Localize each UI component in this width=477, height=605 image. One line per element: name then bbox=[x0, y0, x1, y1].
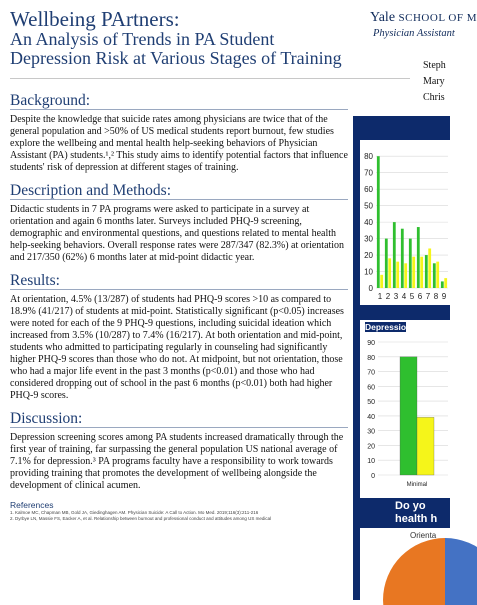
y-tick-label: 50 bbox=[364, 201, 373, 211]
phq9-items-chart bbox=[360, 140, 450, 305]
x-tick-label: 9 bbox=[441, 292, 447, 301]
x-tick-label: 4 bbox=[401, 292, 407, 301]
x-tick-label: 2 bbox=[385, 292, 391, 301]
results-section bbox=[10, 272, 348, 402]
results-text: At orientation, 4.5% (13/287) of students had PHQ-9 scores >10 as compared to 18.9% (41/217) of students at mid-point. Statistically significant (p<0.05) increases were noted for each of the 9 PHQ-9 questions, including suicidal ideation which increased from 3.5% (10/287) to 7.4% (16/217). At both orientation and mid-point, students who admitted to participating regularly in counseling had significantly higher PHQ-9 scores than those who do not. At midpoint, but not orientation, those who had a major life event in the past 3 months (p<0.01) and those who had considered dropping out of school in the past 6 months (p<0.01) both had higher PHQ-9 scores. bbox=[10, 294, 344, 401]
bar bbox=[404, 263, 407, 288]
methods-text: Didactic students in 7 PA programs were asked to participate in a survey at orientation and again 6 months later. Surveys included PHQ-9 screening, demographic and environmental questions, and questions related to mental health help-seeking behaviors. Overall response rates were 287/347 (82.3%) at orientation and 217/350 (62%) 6 months later at mid-point didactic year. bbox=[10, 204, 345, 263]
text-column bbox=[10, 92, 348, 522]
y-tick-label: 40 bbox=[364, 218, 373, 228]
bar bbox=[433, 263, 436, 288]
y-tick-label: 70 bbox=[364, 168, 373, 178]
y-tick-label: 40 bbox=[367, 413, 375, 421]
poster-title: Wellbeing PArtners: bbox=[10, 7, 180, 31]
depression-severity-chart bbox=[360, 320, 450, 498]
bar bbox=[441, 281, 444, 288]
methods-section bbox=[10, 182, 348, 264]
y-tick-label: 70 bbox=[367, 369, 375, 377]
y-tick-label: 30 bbox=[367, 428, 375, 436]
x-tick-label: 3 bbox=[393, 292, 399, 301]
author-3: Chris bbox=[423, 92, 445, 103]
methods-heading: Description and Methods: bbox=[10, 182, 348, 200]
reference-2: 2. Dyrbye LN, Massie FS, Eacker A, et al. Relationship between burnout and professional conduct and attitudes among US medical bbox=[10, 516, 272, 521]
bar bbox=[444, 278, 447, 288]
pie-slice bbox=[445, 538, 477, 605]
bar bbox=[436, 262, 439, 288]
bar bbox=[420, 257, 423, 288]
references-heading: References bbox=[10, 500, 54, 510]
institution-name-a: Yale bbox=[370, 10, 396, 25]
pie-slice bbox=[383, 538, 445, 605]
y-tick-label: 80 bbox=[367, 354, 375, 362]
poster-subtitle-line2: Depression Risk at Various Stages of Training bbox=[10, 48, 342, 68]
y-tick-label: 20 bbox=[364, 251, 373, 261]
y-tick-label: 10 bbox=[367, 458, 375, 466]
y-tick-label: 60 bbox=[364, 185, 373, 195]
bar bbox=[385, 239, 388, 288]
background-text: Despite the knowledge that suicide rates among physicians are twice that of the general population and >50% of US medical students report burnout, few studies explore the wellbeing and mental health help-seeking behaviors of Physician Assistant (PA) students.¹,² This study aims to identify potential factors that influence students' risk of depression at different stages of training. bbox=[10, 114, 348, 173]
discussion-text: Depression screening scores among PA students increased dramatically through the first year of training, far surpassing the general population US national average of 7.1% for depression.³ PA programs faculty have a responsibility to work towards providing training that promotes the development of wellbeing alongside the development of clinical acumen. bbox=[10, 432, 344, 491]
phq9-items-chart-svg bbox=[360, 140, 450, 305]
bar bbox=[417, 417, 434, 475]
help-seeking-pie-chart bbox=[360, 528, 450, 600]
y-tick-label: 50 bbox=[367, 399, 375, 407]
bar bbox=[412, 257, 415, 288]
y-tick-label: 60 bbox=[367, 384, 375, 392]
bar bbox=[388, 258, 391, 288]
panel-question bbox=[395, 500, 437, 526]
reference-1: 1. Kalmoe MC, Chapman MB, Gold JA, Giedinghagen AM. Physician Suicide: A Call to Action. Mo Med. 2019;116(3):211-216 bbox=[10, 510, 259, 515]
author-2: Mary bbox=[423, 76, 445, 87]
bar bbox=[425, 255, 428, 288]
x-tick-label: 7 bbox=[425, 292, 431, 301]
panel-question-line1: Do yo bbox=[395, 500, 426, 512]
help-seeking-pie-svg bbox=[360, 528, 450, 600]
bar bbox=[393, 222, 396, 288]
y-tick-label: 10 bbox=[364, 267, 373, 277]
depression-chart-title: Depressio bbox=[365, 322, 407, 332]
poster-title-block bbox=[10, 8, 360, 68]
x-tick-label: Minimal bbox=[406, 482, 428, 488]
background-section bbox=[10, 92, 348, 174]
author-list bbox=[423, 58, 446, 106]
bar bbox=[409, 239, 412, 288]
depression-severity-chart-svg bbox=[360, 320, 450, 498]
bar bbox=[400, 357, 417, 475]
bar bbox=[401, 229, 404, 288]
panel-question-line2: health h bbox=[395, 513, 438, 525]
header-divider bbox=[10, 78, 410, 79]
background-heading: Background: bbox=[10, 92, 348, 110]
x-tick-label: 8 bbox=[433, 292, 439, 301]
y-tick-label: 30 bbox=[364, 234, 373, 244]
y-tick-label: 0 bbox=[368, 284, 373, 293]
x-tick-label: 1 bbox=[377, 292, 383, 301]
bar bbox=[417, 227, 420, 288]
y-tick-label: 80 bbox=[364, 152, 373, 162]
poster-subtitle-line1: An Analysis of Trends in PA Student bbox=[10, 29, 275, 49]
institution-name-b: SCHOOL OF M bbox=[398, 12, 477, 24]
bar bbox=[428, 248, 431, 288]
institution-logo bbox=[370, 10, 477, 26]
discussion-section bbox=[10, 410, 348, 492]
results-heading: Results: bbox=[10, 272, 348, 290]
y-tick-label: 0 bbox=[371, 473, 375, 480]
y-tick-label: 90 bbox=[367, 340, 375, 347]
discussion-heading: Discussion: bbox=[10, 410, 348, 428]
x-tick-label: 6 bbox=[417, 292, 423, 301]
y-tick-label: 20 bbox=[367, 443, 375, 451]
pie-label: Orienta bbox=[410, 531, 437, 540]
x-tick-label: 5 bbox=[409, 292, 415, 301]
bar bbox=[377, 156, 380, 288]
bar bbox=[380, 275, 383, 288]
bar bbox=[396, 262, 399, 288]
program-name: Physician Assistant bbox=[373, 28, 455, 39]
author-1: Steph bbox=[423, 60, 446, 71]
